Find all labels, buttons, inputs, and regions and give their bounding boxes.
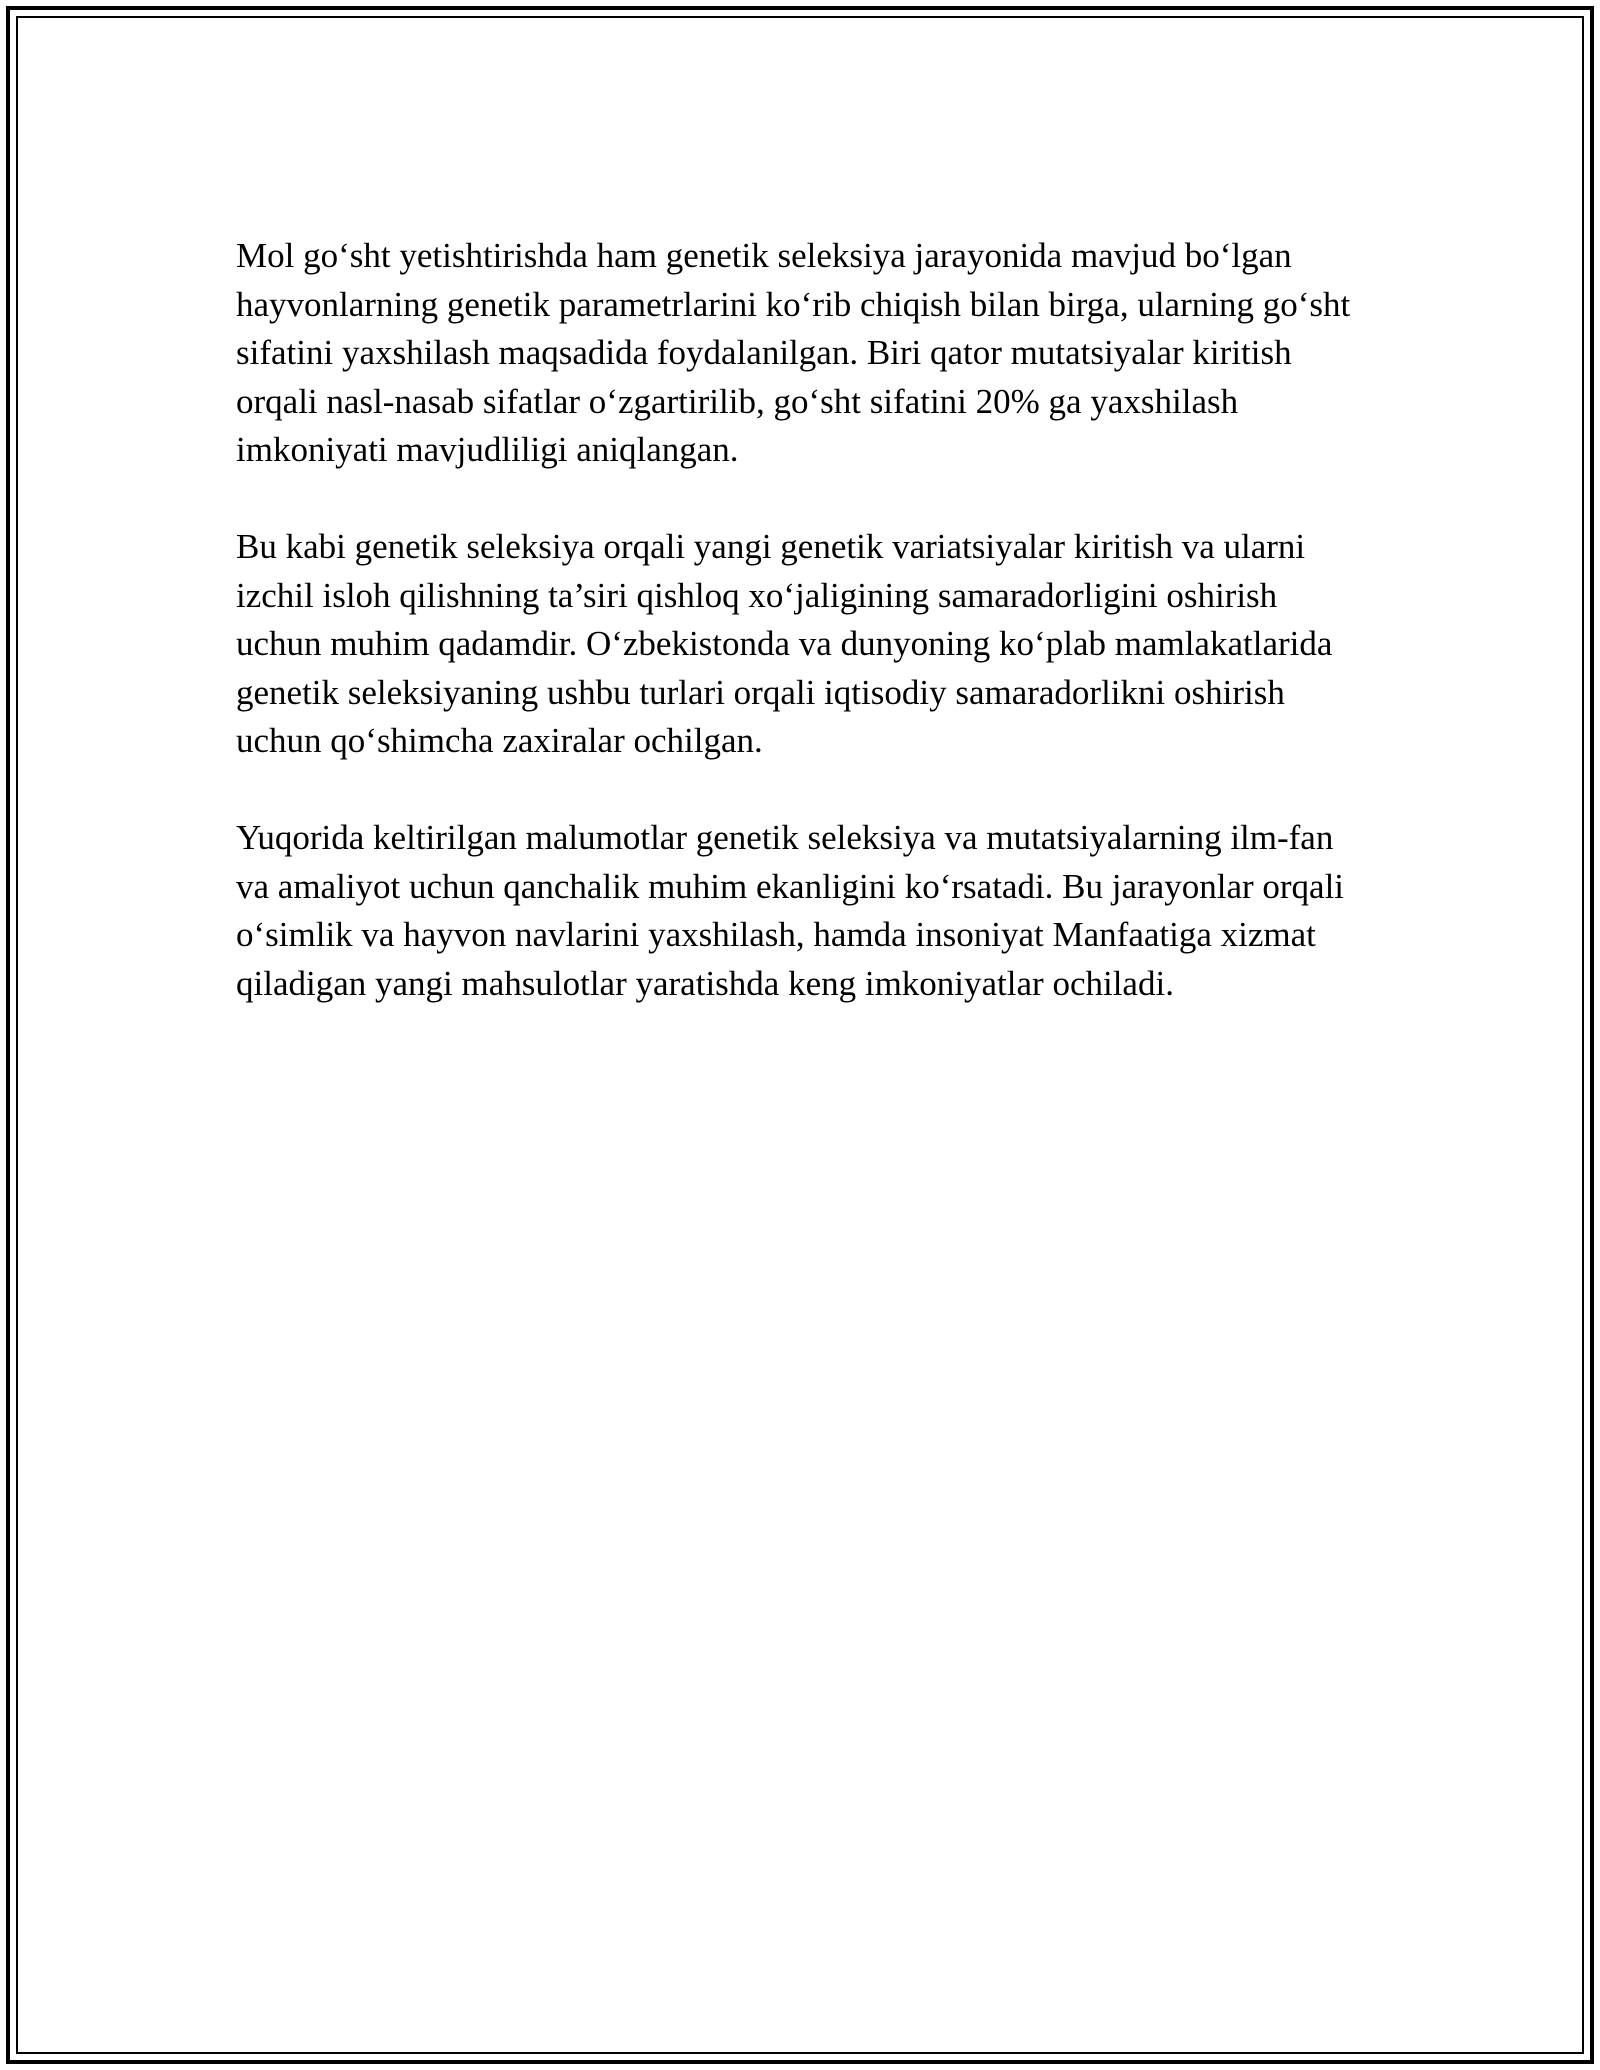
paragraph-1: Mol go‘sht yetishtirishda ham genetik seleksiya jarayonida mavjud bo‘lgan hayvonlarning genetik parametrlarini ko‘rib chiqish bilan birga, ularning go‘sht sifatini yaxshilash maqsadida foydalanilgan. Biri qator mutatsiyalar kiritish orqali nasl-nasab sifatlar o‘zgartirilib, go‘sht sifatini 20% ga yaxshilash imkoniyati mavjudliligi aniqlangan.	[236, 236, 1351, 469]
paragraph-2: Bu kabi genetik seleksiya orqali yangi genetik variatsiyalar kiritish va ularni izchil isloh qilishning ta’siri qishloq xo‘jaligining samaradorligini oshirish uchun muhim qadamdir. O‘zbekistonda va dunyoning ko‘plab mamlakatlarida genetik seleksiyaning ushbu turlari orqali iqtisodiy samaradorlikni oshirish uchun qo‘shimcha zaxiralar ochilgan.	[236, 527, 1333, 760]
paragraph-3: Yuqorida keltirilgan malumotlar genetik seleksiya va mutatsiyalarning ilm-fan va amaliyot uchun qanchalik muhim ekanligini ko‘rsatadi. Bu jarayonlar orqali o‘simlik va hayvon navlarini yaxshilash, hamda insoniyat Manfaatiga xizmat qiladigan yangi mahsulotlar yaratishda keng imkoniyatlar ochiladi.	[236, 818, 1345, 1003]
document-body	[236, 232, 1366, 1008]
